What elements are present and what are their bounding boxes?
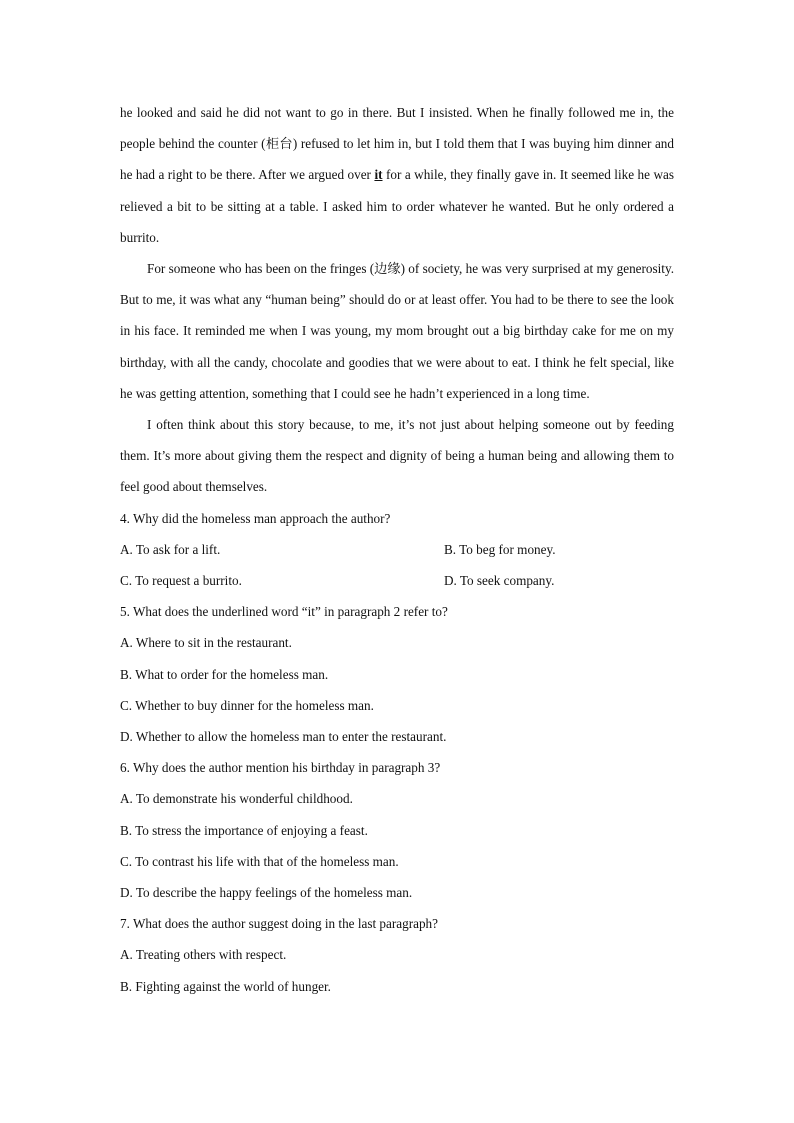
question-4-options-row-1 [120, 534, 674, 565]
question-6-option-d: D. To describe the happy feelings of the homeless man. [120, 885, 413, 901]
question-6-option-a: A. To demonstrate his wonderful childhood. [120, 791, 353, 807]
question-6-option-c: C. To contrast his life with that of the homeless man. [120, 853, 399, 869]
paragraph-2-text-end: for a while, they finally gave in. It seemed like he was relieved a bit to be sitting at a table. I asked him to order whatever he wanted. But he only ordered a burrito. [120, 167, 674, 245]
paragraph-2-text-start: he looked and said he did not want to go in there. But I insisted. When he finally followed me in, the people behind the counter (柜台) refused to let him in, but I told them that I was buying him dinner and he had a right to be there. After we argued over [120, 105, 674, 183]
underlined-word-it: it [374, 167, 383, 183]
question-4-option-b: B. To beg for money. [444, 541, 556, 557]
paragraph-4: I often think about this story because, to me, it’s not just about helping someone out by feeding them. It’s more about giving them the respect and dignity of being a human being and allowing them to feel good about themselves. [120, 417, 674, 495]
question-6-option-b: B. To stress the importance of enjoying a feast. [120, 822, 368, 838]
question-4-options-row-2 [120, 565, 674, 596]
question-4-option-a: A. To ask for a lift. [120, 541, 221, 557]
question-4-option-c: C. To request a burrito. [120, 573, 242, 589]
question-4-stem: 4. Why did the homeless man approach the author? [120, 510, 391, 526]
paragraph-2 [120, 97, 674, 253]
question-5-option-a: A. Where to sit in the restaurant. [120, 635, 292, 651]
document-content [120, 97, 674, 1002]
question-4-option-d: D. To seek company. [444, 573, 555, 589]
question-7-stem: 7. What does the author suggest doing in the last paragraph? [120, 916, 439, 932]
question-5-stem: 5. What does the underlined word “it” in paragraph 2 refer to? [120, 604, 448, 620]
question-5-option-c: C. Whether to buy dinner for the homeless man. [120, 697, 374, 713]
paragraph-3: For someone who has been on the fringes (边缘) of society, he was very surprised at my generosity. But to me, it was what any “human being” should do or at least offer. You had to be there to see the look in his face. It reminded me when I was young, my mom brought out a big birthday cake for me on my birthday, with all the candy, chocolate and goodies that we were about to eat. I think he felt special, like he was getting attention, something that I could see he hadn’t experienced in a long time. [120, 261, 674, 401]
question-5-option-b: B. What to order for the homeless man. [120, 666, 329, 682]
question-5-option-d: D. Whether to allow the homeless man to enter the restaurant. [120, 729, 447, 745]
question-7-option-b: B. Fighting against the world of hunger. [120, 978, 331, 994]
question-7-option-a: A. Treating others with respect. [120, 947, 287, 963]
question-6-stem: 6. Why does the author mention his birthday in paragraph 3? [120, 760, 441, 776]
